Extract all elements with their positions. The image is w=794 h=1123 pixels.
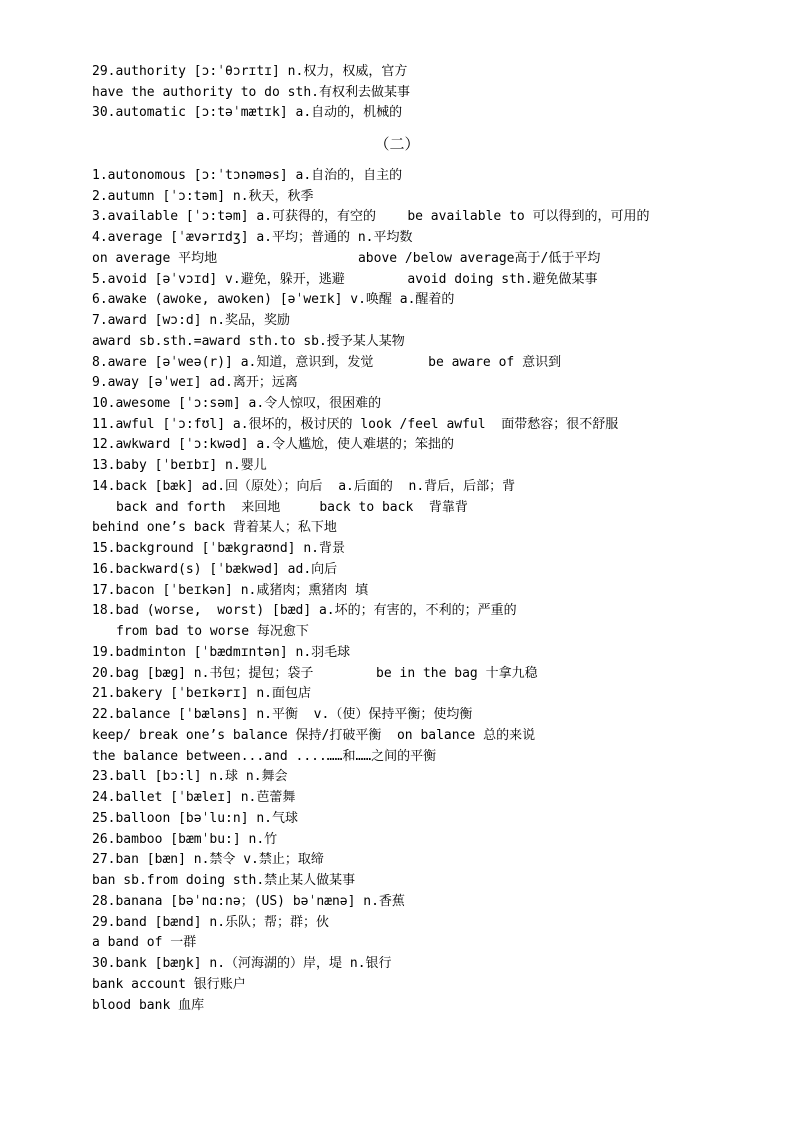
entry-baby: 13.baby [ˈbeɪbɪ] n.婴儿 — [92, 458, 267, 473]
entry-automatic: 30.automatic [ɔ:təˈmætɪk] a.自动的，机械的 — [92, 105, 403, 120]
phrase-from-bad-to-worse: from bad to worse 每况愈下 — [116, 624, 309, 639]
phrase-on-average: on average 平均地 above /below average高于/低于平均 — [92, 251, 601, 266]
phrase-keep-break-balance: keep/ break one’s balance 保持/打破平衡 on balance 总的来说 — [92, 728, 536, 743]
phrase-bank-account: bank account 银行账户 — [92, 977, 246, 992]
entry-bag: 20.bag [bæɡ] n.书包；提包；袋子 be in the bag 十拿九稳 — [92, 666, 538, 681]
entry-average: 4.average [ˈævərɪdʒ] a.平均；普通的 n.平均数 — [92, 230, 413, 245]
entry-ban: 27.ban [bæn] n.禁令 v.禁止；取缔 — [92, 852, 324, 867]
entry-banana: 28.banana [bəˈnɑ:nə；(US) bəˈnænə] n.香蕉 — [92, 894, 405, 909]
phrase-have-the-authority: have the authority to do sth.有权利去做某事 — [92, 85, 410, 100]
entry-back: 14.back [bæk] ad.回（原处）；向后 a.后面的 n.背后，后部；背 — [92, 479, 516, 494]
phrase-award-sb-sth: award sb.sth.=award sth.to sb.授予某人某物 — [92, 334, 405, 349]
entry-bank: 30.bank [bæŋk] n.（河海湖的）岸，堤 n.银行 — [92, 956, 392, 971]
entry-aware: 8.aware [əˈweə(r)] a.知道，意识到，发觉 be aware of 意识到 — [92, 355, 562, 370]
phrase-blood-bank: blood bank 血库 — [92, 998, 205, 1013]
entry-bad: 18.bad (worse, worst) [bæd] a.坏的；有害的，不利的；严重的 — [92, 603, 517, 618]
entry-background: 15.background [ˈbækɡraʊnd] n.背景 — [92, 541, 345, 556]
entry-avoid: 5.avoid [əˈvɔɪd] v.避免，躲开，逃避 avoid doing sth.避免做某事 — [92, 272, 598, 287]
entry-away: 9.away [əˈweɪ] ad.离开；远离 — [92, 375, 298, 390]
phrase-back-and-forth: back and forth 来回地 back to back 背靠背 — [116, 500, 468, 515]
entry-autonomous: 1.autonomous [ɔ:ˈtɔnəməs] a.自治的，自主的 — [92, 168, 403, 183]
entry-ballet: 24.ballet [ˈbæleɪ] n.芭蕾舞 — [92, 790, 296, 805]
entry-band: 29.band [bænd] n.乐队；帮；群；伙 — [92, 915, 330, 930]
entry-awesome: 10.awesome [ˈɔ:səm] a.令人惊叹，很困难的 — [92, 396, 382, 411]
phrase-ban-sb-from: ban sb.from doing sth.禁止某人做某事 — [92, 873, 356, 888]
entry-balloon: 25.balloon [bəˈlu:n] n.气球 — [92, 811, 299, 826]
entry-available: 3.available [ˈɔ:təm] a.可获得的，有空的 be available to 可以得到的，可用的 — [92, 209, 650, 224]
entry-balance: 22.balance [ˈbæləns] n.平衡 v.（使）保持平衡；使均衡 — [92, 707, 473, 722]
entry-ball: 23.ball [bɔ:l] n.球 n.舞会 — [92, 769, 288, 784]
entry-backwards: 16.backward(s) [ˈbækwəd] ad.向后 — [92, 562, 338, 577]
phrase-balance-between: the balance between...and ....……和……之间的平衡 — [92, 749, 437, 764]
phrase-a-band-of: a band of 一群 — [92, 935, 197, 950]
entry-awkward: 12.awkward [ˈɔ:kwəd] a.令人尴尬，使人难堪的；笨拙的 — [92, 437, 455, 452]
entry-awful: 11.awful [ˈɔ:fʊl] a.很坏的，极讨厌的 look /feel awful 面带愁容；很不舒服 — [92, 417, 619, 432]
phrase-behind-ones-back: behind one’s back 背着某人；私下地 — [92, 520, 337, 535]
entry-bakery: 21.bakery [ˈbeɪkərɪ] n.面包店 — [92, 686, 312, 701]
entry-autumn: 2.autumn [ˈɔ:təm] n.秋天，秋季 — [92, 189, 314, 204]
entry-badminton: 19.badminton [ˈbædmɪntən] n.羽毛球 — [92, 645, 351, 660]
entry-bacon: 17.bacon [ˈbeɪkən] n.咸猪肉；熏猪肉 填 — [92, 583, 369, 598]
entry-bamboo: 26.bamboo [bæmˈbu:] n.竹 — [92, 832, 278, 847]
entry-awake: 6.awake (awoke, awoken) [əˈweɪk] v.唤醒 a.醒着的 — [92, 292, 455, 307]
entry-award: 7.award [wɔ:d] n.奖品，奖励 — [92, 313, 291, 328]
entry-authority: 29.authority [ɔ:ˈθɔrɪtɪ] n.权力，权威，官方 — [92, 64, 408, 79]
section-heading: （二） — [374, 135, 420, 153]
